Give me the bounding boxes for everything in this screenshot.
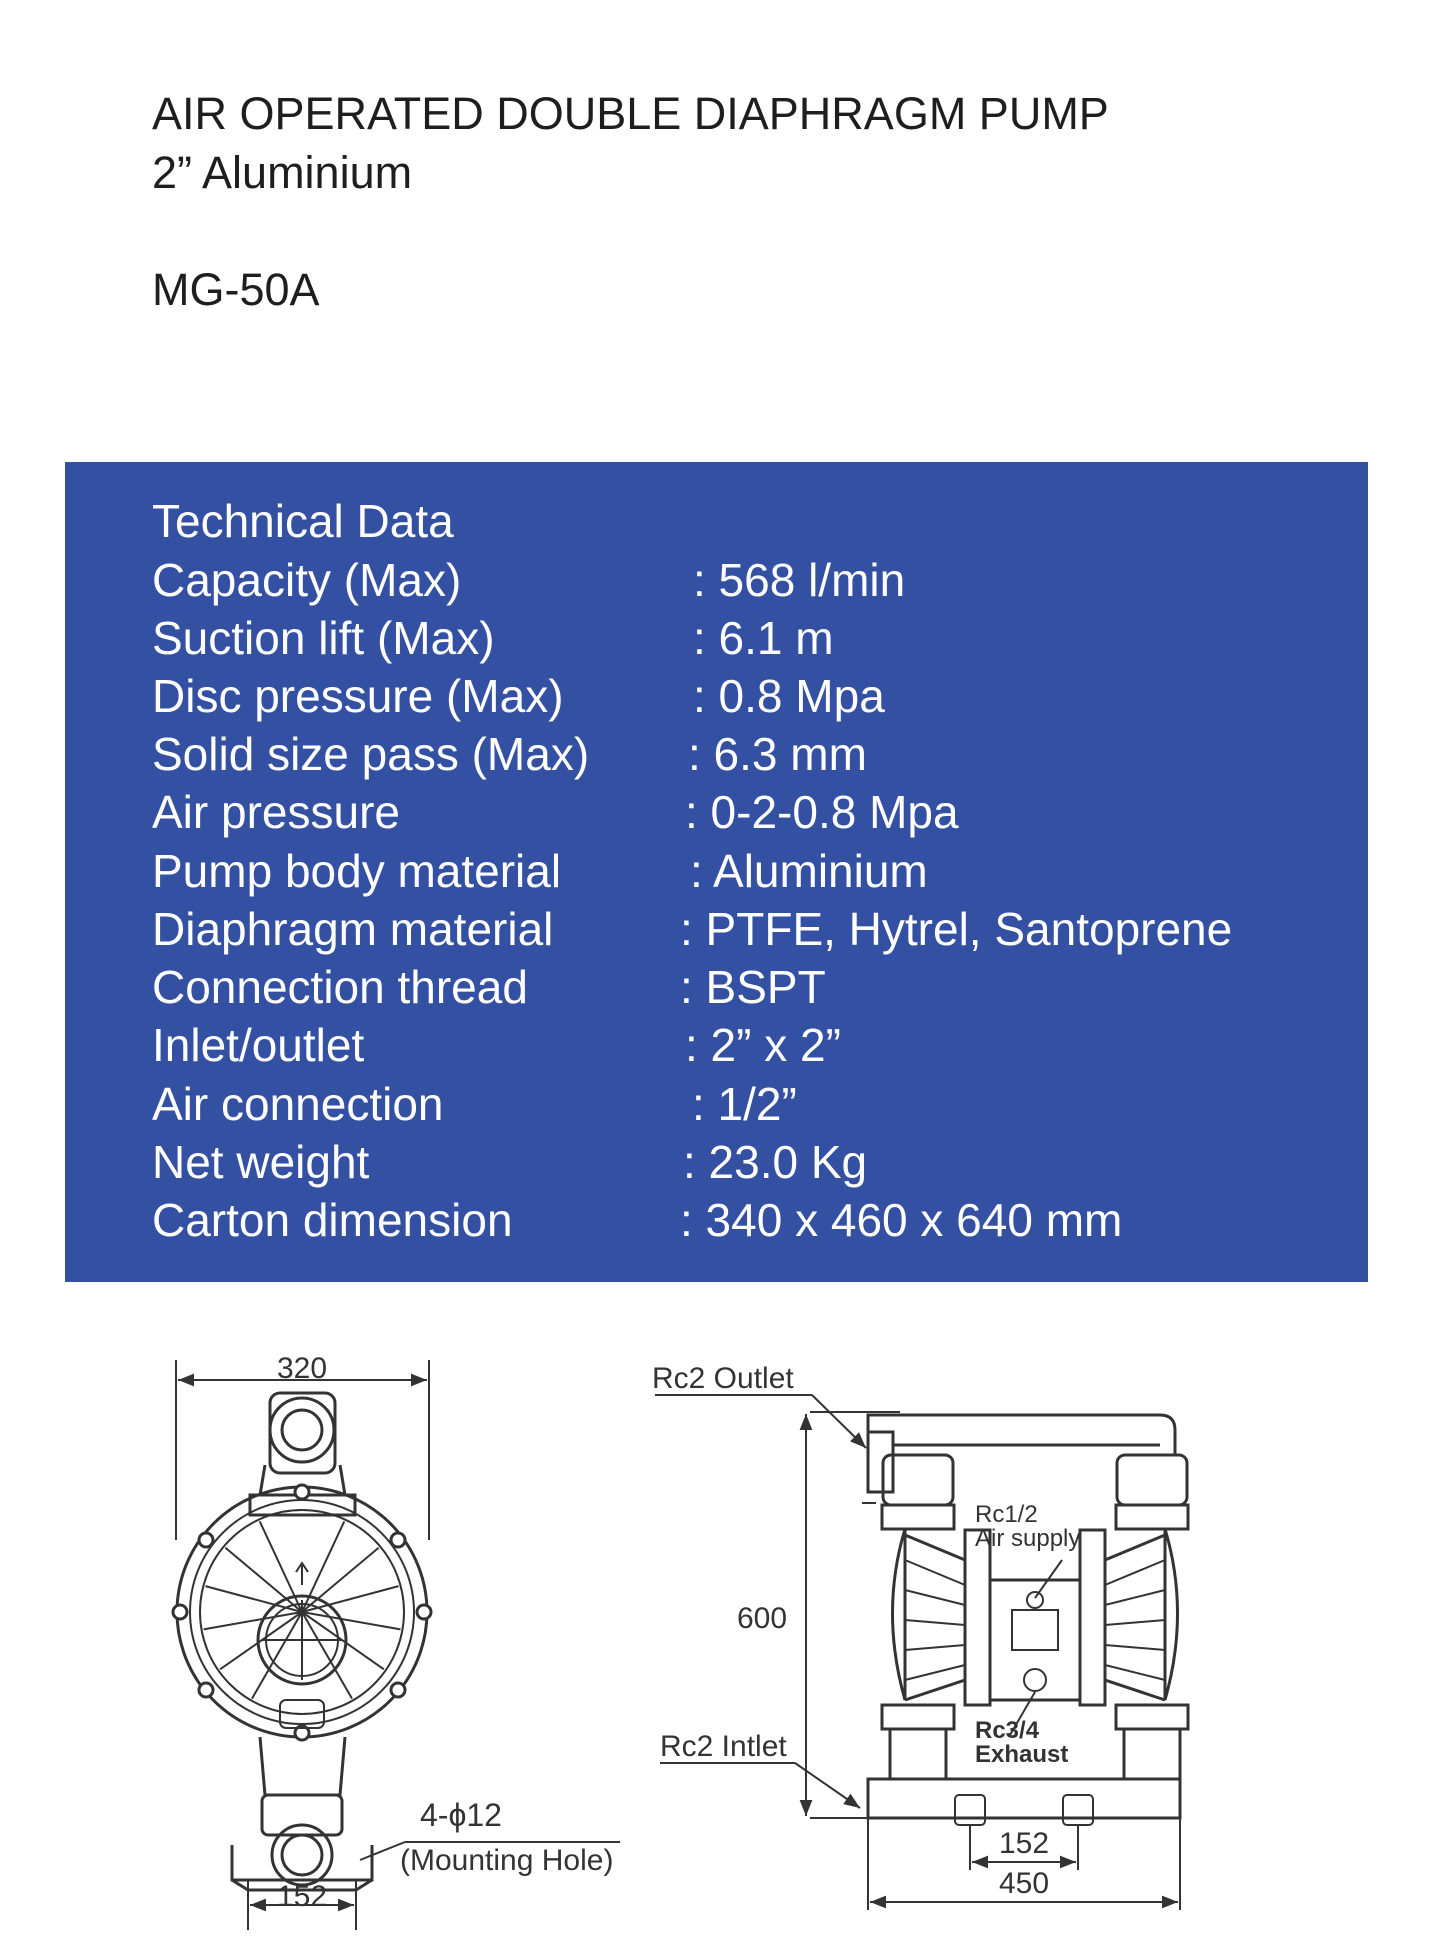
spec-value: : 1/2” xyxy=(692,1078,797,1130)
spec-value: : 6.3 mm xyxy=(688,728,867,780)
outlet-label: Rc2 Outlet xyxy=(652,1362,794,1395)
spec-label: Pump body material xyxy=(152,845,562,897)
product-title: AIR OPERATED DOUBLE DIAPHRAGM PUMP xyxy=(152,88,1109,139)
technical-data-heading: Technical Data xyxy=(152,495,454,547)
inlet-label: Rc2 Intlet xyxy=(660,1730,787,1763)
spec-value: : 23.0 Kg xyxy=(683,1136,868,1188)
spec-label: Inlet/outlet xyxy=(152,1019,365,1071)
spec-value: : PTFE, Hytrel, Santoprene xyxy=(680,903,1233,955)
spec-value: : BSPT xyxy=(680,961,826,1013)
front-base-dimension: 152 xyxy=(276,1880,328,1913)
spec-label: Suction lift (Max) xyxy=(152,612,495,664)
spec-label: Air pressure xyxy=(152,786,400,838)
spec-label: Connection thread xyxy=(152,961,528,1013)
spec-value: : 2” x 2” xyxy=(685,1019,841,1071)
spec-label: Carton dimension xyxy=(152,1194,513,1246)
spec-label: Disc pressure (Max) xyxy=(152,670,564,722)
air-supply-label-1: Rc1/2 xyxy=(975,1501,1038,1528)
spec-value: : 568 l/min xyxy=(693,554,906,606)
spec-value: : 6.1 m xyxy=(693,612,834,664)
spec-value: : 340 x 460 x 640 mm xyxy=(680,1194,1123,1246)
spec-value: : 0.8 Mpa xyxy=(693,670,885,722)
height-dimension: 600 xyxy=(737,1602,788,1635)
side-view-drawing xyxy=(655,1395,1188,1910)
mounting-hole-size: 4-ϕ12 xyxy=(420,1797,502,1833)
model-number: MG-50A xyxy=(152,264,320,315)
base-length-dimension: 450 xyxy=(998,1867,1050,1900)
spec-value: : 0-2-0.8 Mpa xyxy=(685,786,959,838)
spec-label: Diaphragm material xyxy=(152,903,554,955)
front-width-dimension: 320 xyxy=(276,1352,328,1385)
spec-label: Air connection xyxy=(152,1078,444,1130)
exhaust-label-1: Rc3/4 xyxy=(975,1717,1040,1744)
spec-label: Net weight xyxy=(152,1136,370,1188)
exhaust-label-2: Exhaust xyxy=(975,1741,1069,1768)
air-supply-label-2: Air supply xyxy=(975,1525,1081,1552)
product-subtitle: 2” Aluminium xyxy=(152,147,413,198)
foot-spacing-dimension: 152 xyxy=(998,1827,1050,1860)
spec-value: : Aluminium xyxy=(690,845,928,897)
mounting-hole-note: (Mounting Hole) xyxy=(400,1844,614,1877)
spec-label: Capacity (Max) xyxy=(152,554,462,606)
spec-label: Solid size pass (Max) xyxy=(152,728,590,780)
